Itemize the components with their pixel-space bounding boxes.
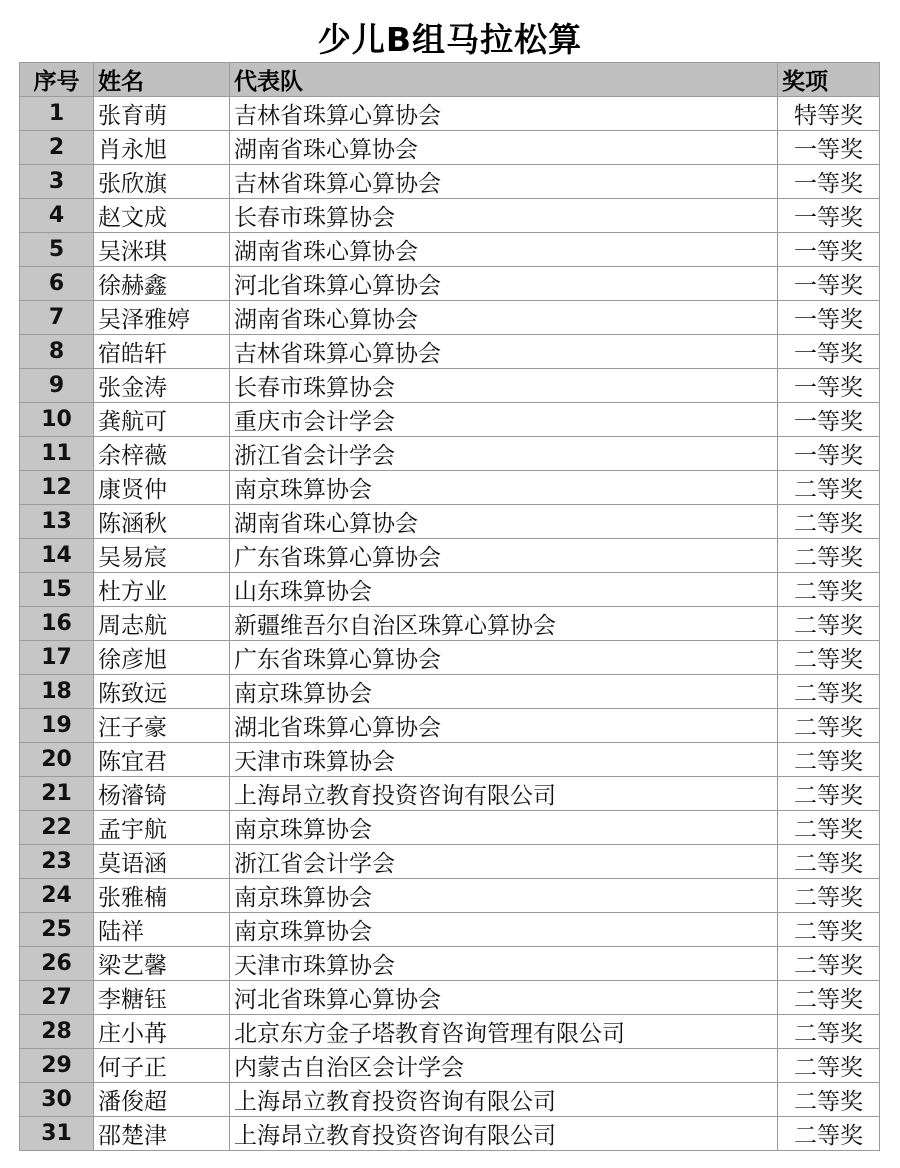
row-team: 湖南省珠心算协会 [230,505,778,539]
table-row [20,947,880,981]
header-no: 序号 [20,63,94,97]
row-name: 吴洣琪 [94,233,230,267]
table-row [20,199,880,233]
table-row [20,607,880,641]
row-award: 二等奖 [778,879,880,913]
row-team: 北京东方金子塔教育咨询管理有限公司 [230,1015,778,1049]
table-header [20,63,880,97]
row-name: 余梓薇 [94,437,230,471]
row-name: 龚航可 [94,403,230,437]
row-team: 湖北省珠算心算协会 [230,709,778,743]
row-award: 二等奖 [778,777,880,811]
table-row [20,301,880,335]
table-row [20,369,880,403]
row-team: 浙江省会计学会 [230,845,778,879]
header-name: 姓名 [94,63,230,97]
row-award: 二等奖 [778,913,880,947]
row-name: 李糖钰 [94,981,230,1015]
row-award: 二等奖 [778,981,880,1015]
table-row [20,777,880,811]
row-team: 天津市珠算协会 [230,743,778,777]
table-row [20,709,880,743]
row-award: 二等奖 [778,947,880,981]
row-name: 张育萌 [94,97,230,131]
page-title: 少儿B组马拉松算 [317,20,583,59]
row-number: 5 [20,233,94,267]
row-team: 内蒙古自治区会计学会 [230,1049,778,1083]
row-number: 1 [20,97,94,131]
row-team: 天津市珠算协会 [230,947,778,981]
row-team: 南京珠算协会 [230,675,778,709]
table-row [20,573,880,607]
row-name: 吴易宸 [94,539,230,573]
row-award: 一等奖 [778,131,880,165]
table-row [20,131,880,165]
row-award: 二等奖 [778,539,880,573]
table-row [20,879,880,913]
row-name: 梁艺馨 [94,947,230,981]
table-row [20,743,880,777]
row-number: 16 [20,607,94,641]
row-name: 张雅楠 [94,879,230,913]
row-name: 徐赫鑫 [94,267,230,301]
row-number: 10 [20,403,94,437]
row-team: 上海昂立教育投资咨询有限公司 [230,1117,778,1151]
row-team: 重庆市会计学会 [230,403,778,437]
row-award: 二等奖 [778,675,880,709]
table-row [20,539,880,573]
row-team: 广东省珠算心算协会 [230,539,778,573]
row-award: 二等奖 [778,1083,880,1117]
row-name: 康贤仲 [94,471,230,505]
row-number: 14 [20,539,94,573]
row-team: 河北省珠算心算协会 [230,981,778,1015]
header-team: 代表队 [230,63,778,97]
row-team: 上海昂立教育投资咨询有限公司 [230,1083,778,1117]
row-award: 一等奖 [778,165,880,199]
row-award: 二等奖 [778,743,880,777]
row-name: 孟宇航 [94,811,230,845]
row-name: 汪子豪 [94,709,230,743]
row-team: 长春市珠算协会 [230,199,778,233]
row-number: 25 [20,913,94,947]
row-number: 6 [20,267,94,301]
header-award: 奖项 [778,63,880,97]
row-number: 4 [20,199,94,233]
row-team: 湖南省珠心算协会 [230,131,778,165]
row-award: 一等奖 [778,335,880,369]
row-team: 南京珠算协会 [230,913,778,947]
row-team: 南京珠算协会 [230,811,778,845]
table-row [20,1083,880,1117]
table-body [20,97,880,1151]
row-name: 徐彦旭 [94,641,230,675]
row-name: 张欣旗 [94,165,230,199]
table-row [20,981,880,1015]
row-award: 一等奖 [778,437,880,471]
row-team: 南京珠算协会 [230,879,778,913]
row-number: 13 [20,505,94,539]
table-row [20,335,880,369]
row-team: 上海昂立教育投资咨询有限公司 [230,777,778,811]
row-name: 吴泽雅婷 [94,301,230,335]
row-team: 河北省珠算心算协会 [230,267,778,301]
row-team: 山东珠算协会 [230,573,778,607]
row-number: 18 [20,675,94,709]
row-name: 杜方业 [94,573,230,607]
row-award: 二等奖 [778,505,880,539]
row-number: 30 [20,1083,94,1117]
row-award: 二等奖 [778,1015,880,1049]
table-row [20,1117,880,1151]
row-award: 二等奖 [778,641,880,675]
row-name: 潘俊超 [94,1083,230,1117]
row-name: 宿皓轩 [94,335,230,369]
row-number: 8 [20,335,94,369]
row-number: 29 [20,1049,94,1083]
row-number: 31 [20,1117,94,1151]
row-name: 何子正 [94,1049,230,1083]
row-team: 湖南省珠心算协会 [230,301,778,335]
row-award: 一等奖 [778,369,880,403]
row-award: 二等奖 [778,811,880,845]
row-number: 20 [20,743,94,777]
row-award: 特等奖 [778,97,880,131]
row-team: 新疆维吾尔自治区珠算心算协会 [230,607,778,641]
row-award: 二等奖 [778,471,880,505]
row-award: 二等奖 [778,1117,880,1151]
row-name: 肖永旭 [94,131,230,165]
table-row [20,845,880,879]
row-number: 24 [20,879,94,913]
row-number: 9 [20,369,94,403]
row-team: 南京珠算协会 [230,471,778,505]
table-row [20,233,880,267]
row-name: 赵文成 [94,199,230,233]
table-row [20,97,880,131]
table-row [20,403,880,437]
table-row [20,1049,880,1083]
row-name: 邵楚津 [94,1117,230,1151]
row-number: 17 [20,641,94,675]
row-name: 张金涛 [94,369,230,403]
table-row [20,165,880,199]
row-number: 28 [20,1015,94,1049]
row-award: 二等奖 [778,607,880,641]
row-number: 21 [20,777,94,811]
row-name: 陆祥 [94,913,230,947]
row-name: 莫语涵 [94,845,230,879]
row-award: 一等奖 [778,233,880,267]
row-number: 27 [20,981,94,1015]
row-number: 22 [20,811,94,845]
row-team: 浙江省会计学会 [230,437,778,471]
row-number: 11 [20,437,94,471]
table-row [20,437,880,471]
row-number: 12 [20,471,94,505]
row-team: 吉林省珠算心算协会 [230,165,778,199]
row-number: 2 [20,131,94,165]
row-name: 庄小苒 [94,1015,230,1049]
row-team: 长春市珠算协会 [230,369,778,403]
row-name: 陈宜君 [94,743,230,777]
table-row [20,1015,880,1049]
row-name: 杨濬锜 [94,777,230,811]
table-row [20,641,880,675]
row-number: 19 [20,709,94,743]
header-row [20,63,880,97]
table-row [20,505,880,539]
table-row [20,675,880,709]
table-row [20,267,880,301]
row-award: 二等奖 [778,709,880,743]
row-name: 陈致远 [94,675,230,709]
row-award: 一等奖 [778,403,880,437]
table-row [20,811,880,845]
row-name: 周志航 [94,607,230,641]
row-team: 湖南省珠心算协会 [230,233,778,267]
row-award: 二等奖 [778,1049,880,1083]
row-award: 二等奖 [778,573,880,607]
table-row [20,913,880,947]
row-number: 3 [20,165,94,199]
row-award: 一等奖 [778,301,880,335]
row-award: 二等奖 [778,845,880,879]
row-award: 一等奖 [778,267,880,301]
results-table [19,62,880,1151]
row-number: 23 [20,845,94,879]
row-award: 一等奖 [778,199,880,233]
row-name: 陈涵秋 [94,505,230,539]
row-number: 7 [20,301,94,335]
row-number: 15 [20,573,94,607]
row-team: 广东省珠算心算协会 [230,641,778,675]
row-number: 26 [20,947,94,981]
row-team: 吉林省珠算心算协会 [230,335,778,369]
row-team: 吉林省珠算心算协会 [230,97,778,131]
table-row [20,471,880,505]
